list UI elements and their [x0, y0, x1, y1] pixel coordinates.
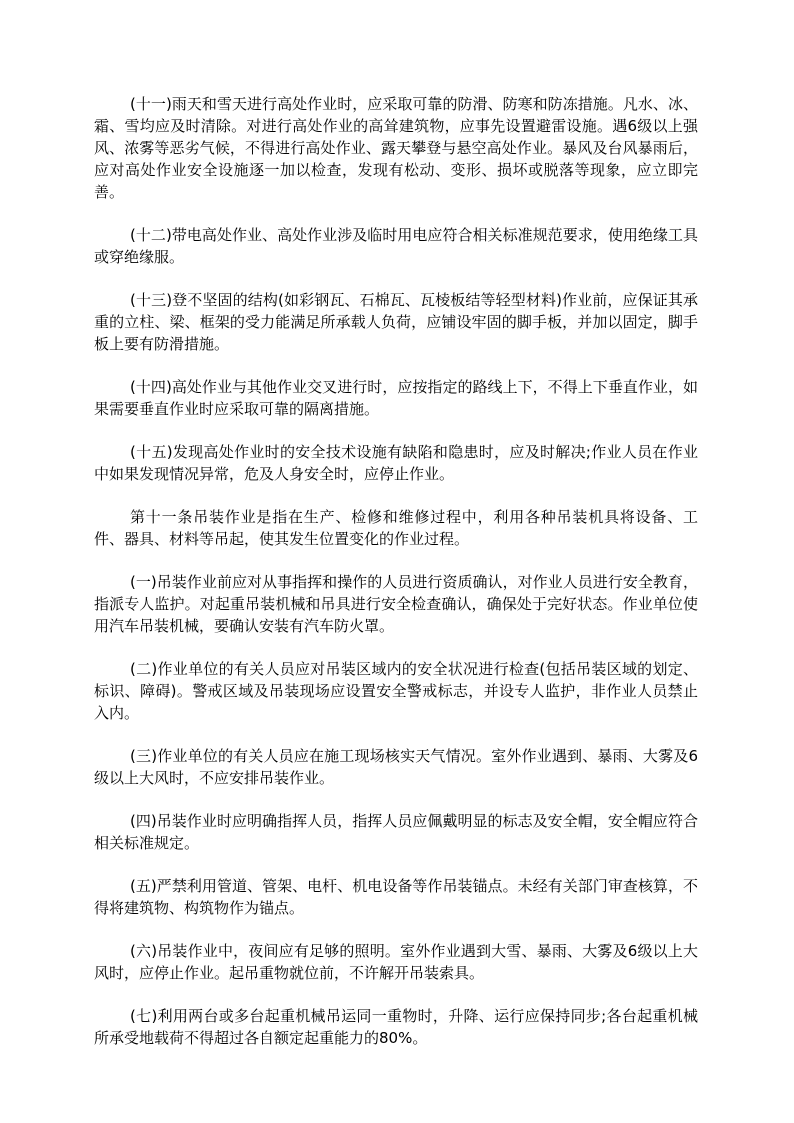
paragraph-lifting-preparation: (一)吊装作业前应对从事指挥和操作的人员进行资质确认，对作业人员进行安全教育，指派专人监护。对起重吊装机械和吊具进行安全检查确认，确保处于完好状态。作业单位使用汽车吊装机械，要确认安装有汽车防火罩。	[94, 573, 698, 635]
paragraph-lifting-area-check: (二)作业单位的有关人员应对吊装区域内的安全状况进行检查(包括吊装区域的划定、标识、障碍)。警戒区域及吊装现场应设置安全警戒标志，并设专人监护，非作业人员禁止入内。	[94, 660, 698, 722]
paragraph-unstable-structure: (十三)登不坚固的结构(如彩钢瓦、石棉瓦、瓦棱板结等轻型材料)作业前，应保证其承重的立柱、梁、框架的受力能满足所承载人负荷，应铺设牢固的脚手板，并加以固定，脚手板上要有防滑措施。	[94, 291, 698, 353]
paragraph-weather-check: (三)作业单位的有关人员应在施工现场核实天气情况。室外作业遇到、暴雨、大雾及6级以上大风时，不应安排吊装作业。	[94, 747, 698, 787]
paragraph-multi-crane: (七)利用两台或多台起重机械吊运同一重物时，升降、运行应保持同步;各台起重机械所承受地载荷不得超过各自额定起重能力的80%。	[94, 1007, 698, 1047]
paragraph-commander: (四)吊装作业时应明确指挥人员，指挥人员应佩戴明显的标志及安全帽，安全帽应符合相关标准规定。	[94, 812, 698, 852]
paragraph-rain-snow-high-work: (十一)雨天和雪天进行高处作业时，应采取可靠的防滑、防寒和防冻措施。凡水、冰、霜、雪均应及时清除。对进行高处作业的高耸建筑物，应事先设置避雷设施。遇6级以上强风、浓雾等恶劣气候，不得进行高处作业、露天攀登与悬空高处作业。暴风及台风暴雨后，应对高处作业安全设施逐一加以检查，发现有松动、变形、损坏或脱落等现象，应立即完善。	[94, 95, 698, 201]
paragraph-night-lighting: (六)吊装作业中，夜间应有足够的照明。室外作业遇到大雪、暴雨、大雾及6级以上大风时，应停止作业。起吊重物就位前，不许解开吊装索具。	[94, 942, 698, 982]
paragraph-hazard-found: (十五)发现高处作业时的安全技术设施有缺陷和隐患时，应及时解决;作业人员在作业中如果发现情况异常，危及人身安全时，应停止作业。	[94, 443, 698, 483]
paragraph-article-eleven-lifting: 第十一条吊装作业是指在生产、检修和维修过程中，利用各种吊装机具将设备、工件、器具、材料等吊起，使其发生位置变化的作业过程。	[94, 508, 698, 548]
document-body	[94, 93, 698, 1070]
paragraph-cross-operation: (十四)高处作业与其他作业交叉进行时，应按指定的路线上下，不得上下垂直作业，如果需要垂直作业时应采取可靠的隔离措施。	[94, 378, 698, 418]
paragraph-live-electric-high-work: (十二)带电高处作业、高处作业涉及临时用电应符合相关标准规范要求，使用绝缘工具或穿绝缘服。	[94, 226, 698, 266]
paragraph-anchor-points: (五)严禁利用管道、管架、电杆、机电设备等作吊装锚点。未经有关部门审查核算，不得将建筑物、构筑物作为锚点。	[94, 877, 698, 917]
